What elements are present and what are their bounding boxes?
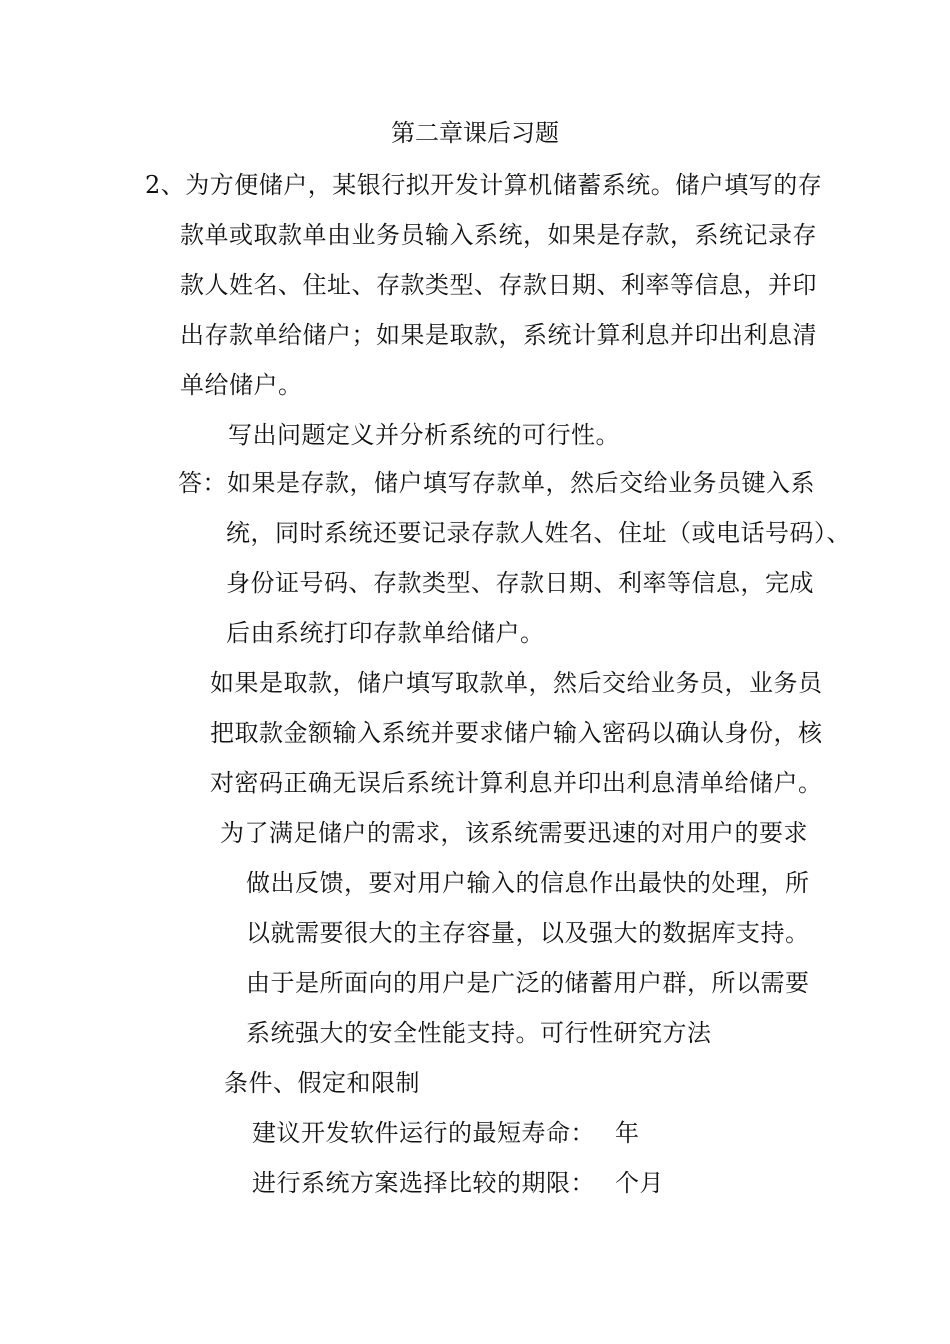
condition-value: 年 bbox=[615, 1119, 640, 1147]
answer-p2-line-1: 如果是取款，储户填写取款单，然后交给业务员，业务员 bbox=[210, 669, 823, 697]
answer-p3-line-5: 系统强大的安全性能支持。可行性研究方法 bbox=[246, 1019, 712, 1047]
condition-row-1 bbox=[252, 1118, 640, 1148]
question-line-1: 2、为方便储户，某银行拟开发计算机储蓄系统。储户填写的存 bbox=[145, 171, 823, 199]
condition-label: 进行系统方案选择比较的期限： bbox=[252, 1169, 595, 1197]
question-line-2: 款单或取款单由业务员输入系统，如果是存款，系统记录存 bbox=[180, 221, 817, 249]
answer-p1-line-3: 身份证号码、存款类型、存款日期、利率等信息，完成 bbox=[226, 569, 814, 597]
answer-p3-line-4: 由于是所面向的用户是广泛的储蓄用户群，所以需要 bbox=[246, 969, 810, 997]
question-task: 写出问题定义并分析系统的可行性。 bbox=[228, 421, 620, 449]
condition-label: 建议开发软件运行的最短寿命： bbox=[252, 1119, 595, 1147]
answer-p1-line-1: 答：如果是存款，储户填写存款单，然后交给业务员键入系 bbox=[178, 469, 815, 497]
answer-p2-line-2: 把取款金额输入系统并要求储户输入密码以确认身份，核 bbox=[210, 719, 823, 747]
condition-row-2 bbox=[252, 1168, 664, 1198]
answer-p3-line-3: 以就需要很大的主存容量，以及强大的数据库支持。 bbox=[246, 919, 810, 947]
answer-p1-line-2: 统，同时系统还要记录存款人姓名、住址（或电话号码）、 bbox=[226, 519, 851, 547]
question-line-5: 单给储户。 bbox=[180, 371, 303, 399]
page-title: 第二章课后习题 bbox=[391, 119, 559, 147]
answer-p3-line-2: 做出反馈，要对用户输入的信息作出最快的处理，所 bbox=[246, 869, 810, 897]
question-line-4: 出存款单给储户；如果是取款，系统计算利息并印出利息清 bbox=[180, 321, 817, 349]
answer-p1-line-4: 后由系统打印存款单给储户。 bbox=[226, 619, 545, 647]
question-line-3: 款人姓名、住址、存款类型、存款日期、利率等信息，并印 bbox=[180, 271, 817, 299]
answer-p3-line-1: 为了满足储户的需求，该系统需要迅速的对用户的要求 bbox=[220, 819, 808, 847]
section-heading: 条件、假定和限制 bbox=[224, 1069, 420, 1097]
condition-value: 个月 bbox=[615, 1169, 664, 1197]
answer-p2-line-3: 对密码正确无误后系统计算利息并印出利息清单给储户。 bbox=[210, 769, 823, 797]
